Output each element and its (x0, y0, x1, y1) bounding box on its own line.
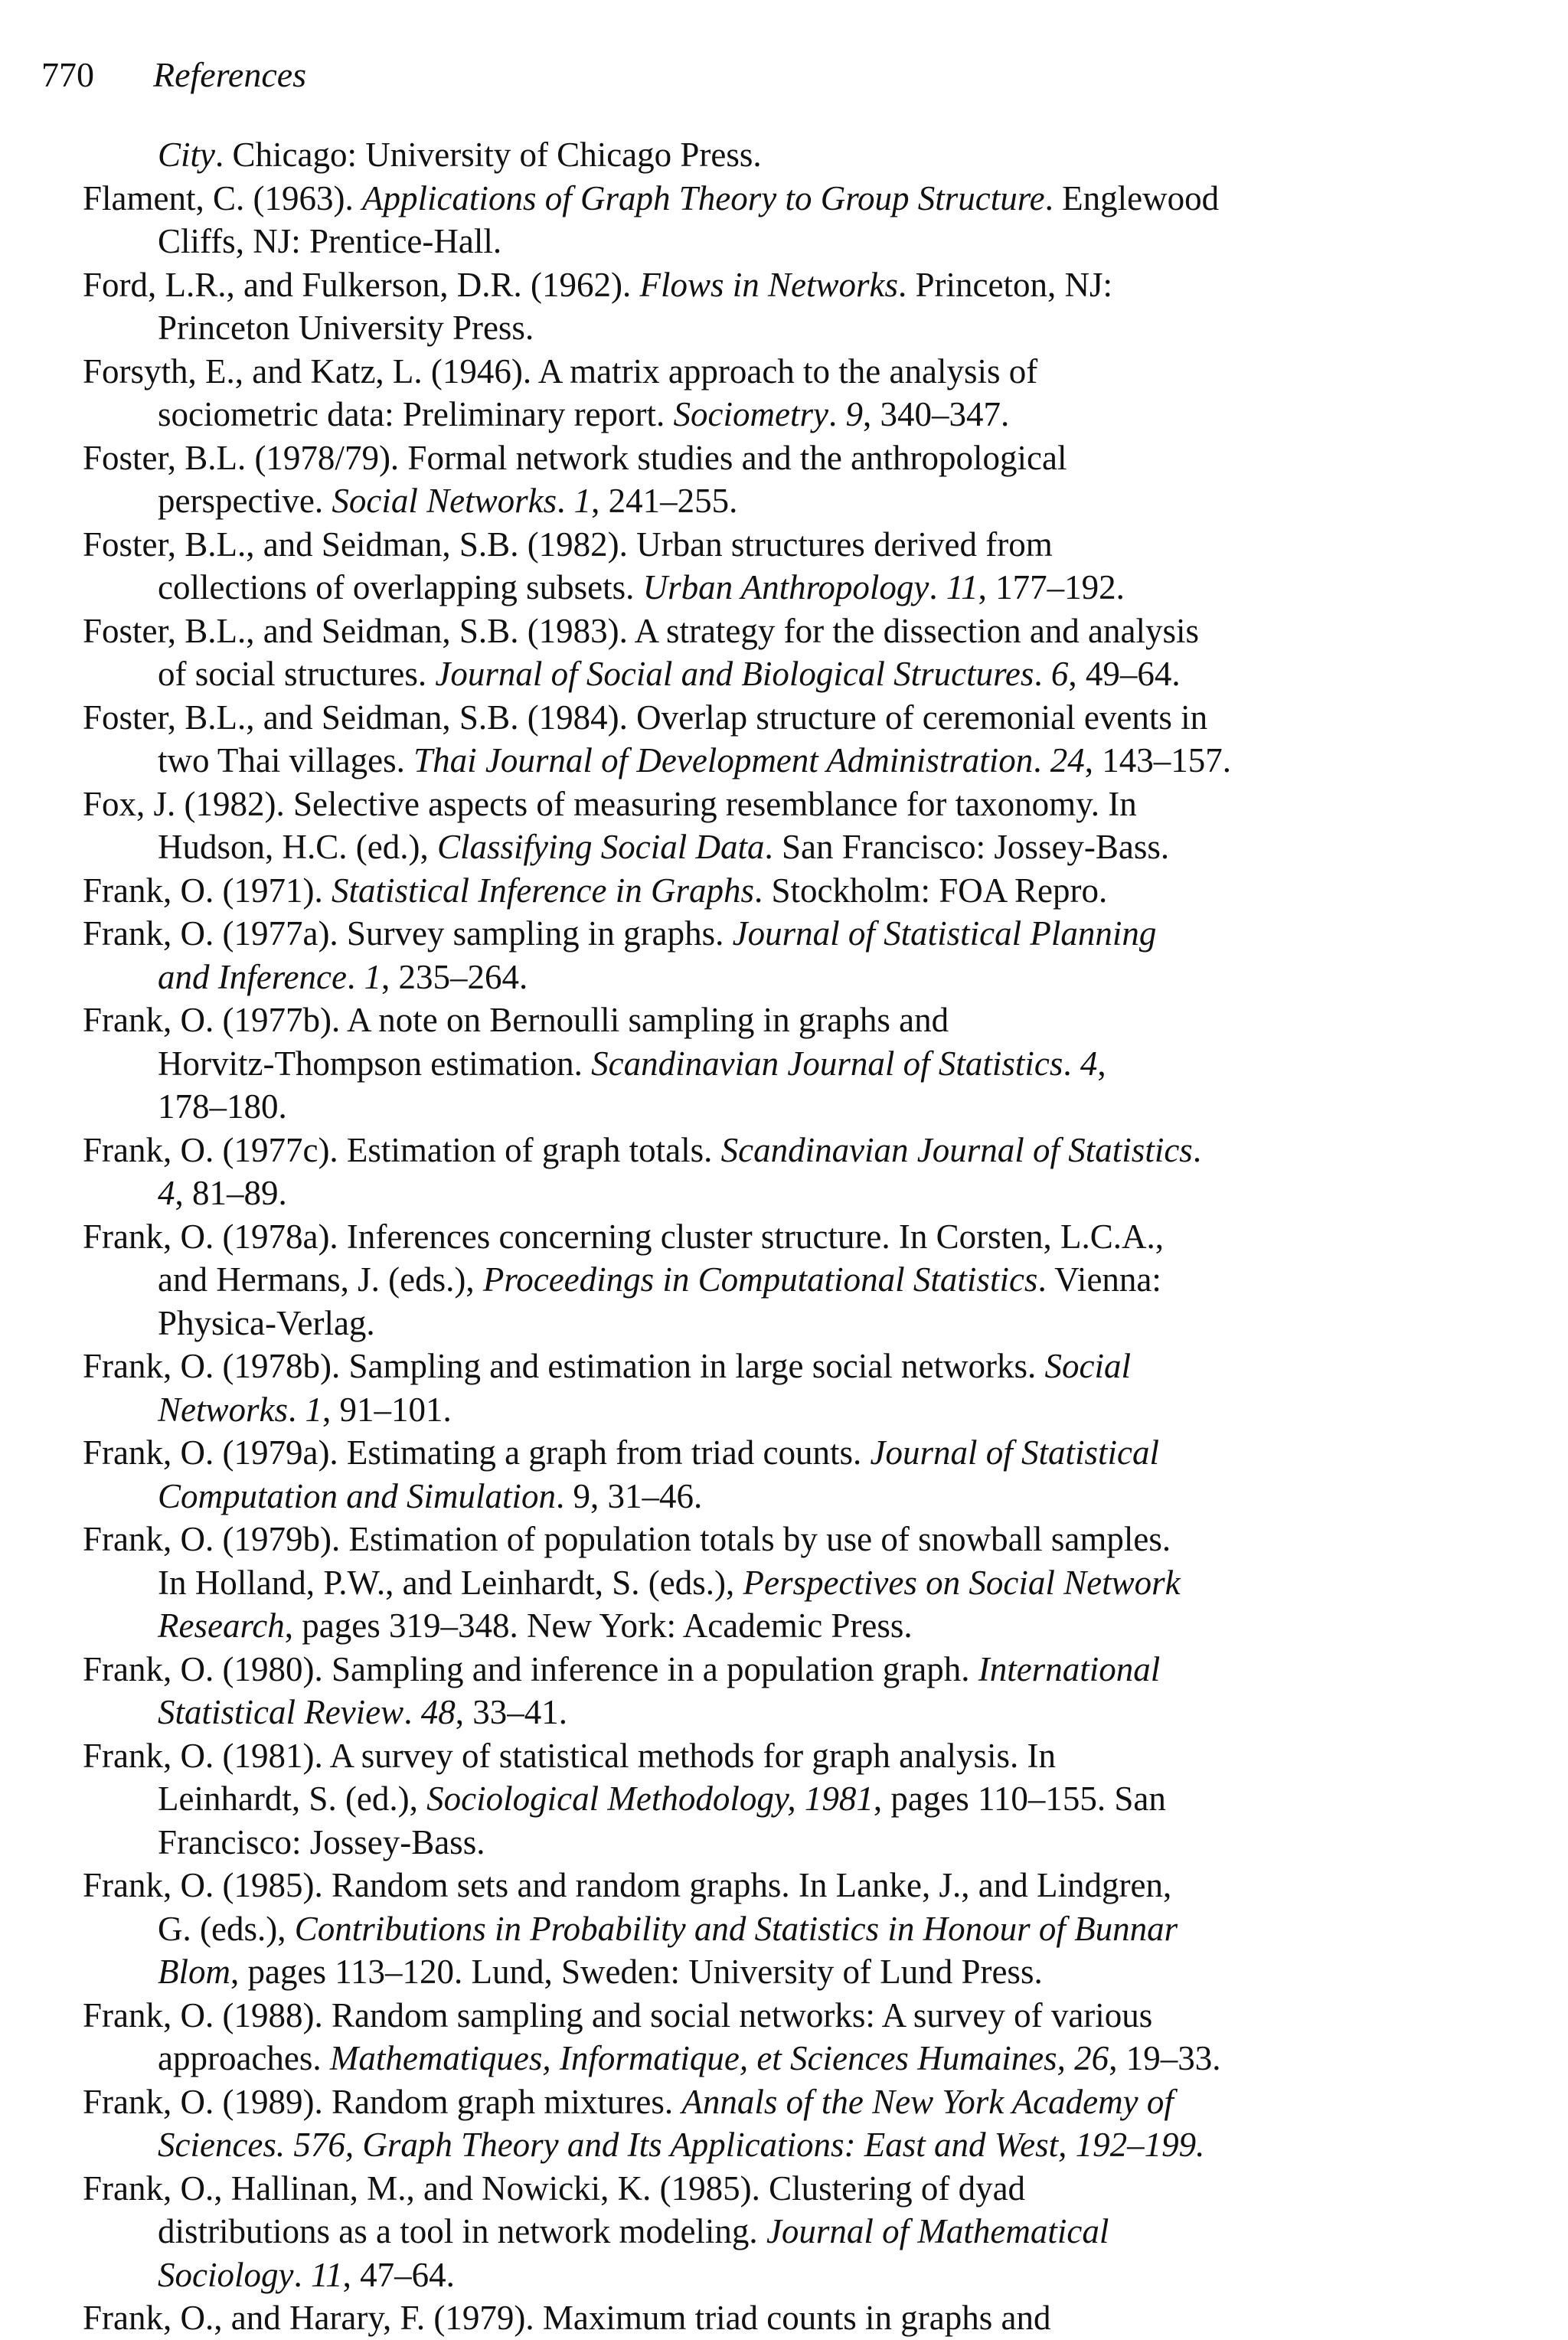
reference-entry (83, 696, 1537, 783)
reference-entry (83, 177, 1537, 263)
text-segment: Frank, O. (1978a). Inferences concerning cluster structure. In Corsten, L.C.A., (83, 1217, 1165, 1256)
text-segment: Foster, B.L., and Seidman, S.B. (1984). Overlap structure of ceremonial events in (83, 698, 1208, 737)
text-segment: of social structures. (158, 655, 436, 693)
text-segment: , pages 110–155. San (873, 1780, 1166, 1818)
text-segment: , pages 113–120. Lund, Sweden: University of Lund Press. (230, 1953, 1043, 1991)
reference-line (83, 912, 1537, 956)
reference-line (83, 1994, 1537, 2038)
reference-line (158, 1302, 1537, 1345)
reference-line (83, 998, 1537, 1042)
text-segment: Physica-Verlag. (158, 1303, 375, 1342)
reference-line (158, 825, 1537, 869)
reference-entry (83, 783, 1537, 869)
italic-text: Sociometry (673, 395, 828, 433)
text-segment: . (557, 482, 574, 520)
reference-line (158, 479, 1537, 523)
reference-entry (83, 523, 1537, 610)
text-segment: Frank, O. (1977a). Survey sampling in graphs. (83, 914, 733, 953)
reference-line (83, 869, 1537, 913)
text-segment: , 47–64. (342, 2255, 455, 2294)
reference-line (158, 1604, 1537, 1648)
text-segment: two Thai villages. (158, 741, 414, 779)
text-segment: Frank, O. (1978b). Sampling and estimation in large social networks. (83, 1347, 1045, 1385)
reference-line (83, 1431, 1537, 1475)
reference-line (158, 306, 1537, 350)
italic-text: Contributions in Probability and Statistics in Honour of Bunnar (294, 1909, 1178, 1948)
text-segment: Ford, L.R., and Fulkerson, D.R. (1962). (83, 265, 640, 304)
text-segment: . (1192, 1130, 1202, 1169)
italic-text: Social (1044, 1347, 1131, 1385)
reference-line (158, 566, 1537, 610)
italic-text: Scandinavian Journal of Statistics (720, 1130, 1193, 1169)
reference-entry (83, 1215, 1537, 1345)
reference-line (158, 652, 1537, 696)
reference-line (158, 220, 1537, 263)
italic-text: 4 (1080, 1044, 1098, 1083)
italic-text: 1 (364, 957, 381, 996)
text-segment: . (1063, 1044, 1080, 1083)
text-segment: Foster, B.L., and Seidman, S.B. (1982). Urban structures derived from (83, 525, 1053, 564)
text-segment: . San Francisco: Jossey-Bass. (764, 828, 1170, 866)
reference-line (158, 133, 1537, 177)
reference-line (158, 1561, 1537, 1605)
reference-line (83, 1864, 1537, 1907)
reference-line (83, 1518, 1537, 1561)
text-segment: , 143–157. (1084, 741, 1231, 779)
italic-text: 1 (305, 1390, 323, 1429)
text-segment: G. (eds.), (158, 1909, 295, 1948)
page-header (41, 54, 306, 96)
reference-line (158, 1907, 1537, 1951)
italic-text: Proceedings in Computational Statistics (482, 1260, 1038, 1299)
text-segment: . (403, 1693, 421, 1731)
reference-line (158, 1475, 1537, 1518)
text-segment: Francisco: Jossey-Bass. (158, 1822, 485, 1861)
reference-line (83, 1345, 1537, 1388)
reference-line (158, 2253, 1537, 2297)
text-segment: . (293, 2255, 311, 2294)
reference-entry (83, 998, 1537, 1129)
reference-entry (83, 263, 1537, 350)
reference-line (158, 1777, 1537, 1821)
reference-entry (83, 1431, 1537, 1518)
italic-text: Journal of Social and Biological Structures (435, 655, 1034, 693)
reference-entry (83, 610, 1537, 696)
reference-entry (83, 133, 1537, 177)
text-segment: . Chicago: University of Chicago Press. (215, 136, 762, 174)
text-segment: . (929, 568, 946, 606)
text-segment: and Hermans, J. (eds.), (158, 1260, 483, 1299)
text-segment: . Princeton, NJ: (898, 265, 1112, 304)
reference-line (83, 436, 1537, 480)
italic-text: Computation and Simulation (158, 1476, 557, 1515)
italic-text: Perspectives on Social Network (743, 1563, 1181, 1602)
reference-line (158, 956, 1537, 999)
text-segment: , 177–192. (978, 568, 1125, 606)
text-segment: , 91–101. (322, 1390, 452, 1429)
reference-line (158, 1172, 1537, 1215)
reference-entry (83, 869, 1537, 913)
italic-text: International (978, 1649, 1161, 1688)
reference-line (158, 393, 1537, 436)
reference-line (83, 696, 1537, 740)
italic-text: Journal of Mathematical (766, 2212, 1109, 2250)
italic-text: Journal of Statistical (870, 1433, 1160, 1472)
text-segment: 178–180. (158, 1087, 287, 1126)
italic-text: Scandinavian Journal of Statistics (591, 1044, 1063, 1083)
text-segment: perspective. (158, 482, 332, 520)
italic-text: Annals of the New York Academy of (681, 2082, 1174, 2121)
reference-entry (83, 2167, 1537, 2297)
text-segment: Frank, O. (1980). Sampling and inference in a population graph. (83, 1649, 978, 1688)
italic-text: Mathematiques, Informatique, et Sciences Humaines, 26 (329, 2039, 1109, 2077)
text-segment: Frank, O. (1977b). A note on Bernoulli sampling in graphs and (83, 1001, 949, 1039)
italic-text: Blom (158, 1953, 230, 1991)
reference-line (158, 1388, 1537, 1432)
reference-entry (83, 1648, 1537, 1734)
text-segment: , 241–255. (591, 482, 738, 520)
italic-text: 11 (310, 2255, 343, 2294)
text-segment: . (346, 957, 364, 996)
text-segment: , 235–264. (381, 957, 528, 996)
reference-line (83, 523, 1537, 567)
italic-text: 48 (420, 1693, 456, 1731)
italic-text: 6 (1050, 655, 1069, 693)
reference-line (83, 783, 1537, 826)
reference-entry (83, 2080, 1537, 2167)
text-segment: distributions as a tool in network modeling. (158, 2212, 766, 2250)
reference-line (158, 2210, 1537, 2253)
reference-line (158, 739, 1537, 783)
italic-text: Urban Anthropology (642, 568, 929, 606)
text-segment: Forsyth, E., and Katz, L. (1946). A matrix approach to the analysis of (83, 351, 1038, 391)
reference-line (158, 2123, 1537, 2167)
text-segment: . (288, 1390, 305, 1429)
reference-entry (83, 1864, 1537, 1994)
reference-line (158, 2037, 1537, 2080)
text-segment: Frank, O., and Harary, F. (1979). Maximum triad counts in graphs and (83, 2299, 1051, 2337)
text-segment: Horvitz-Thompson estimation. (158, 1044, 592, 1083)
italic-text: Sociology (158, 2255, 294, 2294)
reference-entry (83, 912, 1537, 998)
text-segment: Princeton University Press. (158, 309, 534, 347)
reference-list (83, 133, 1537, 2340)
text-segment: Leinhardt, S. (ed.), (158, 1780, 427, 1818)
italic-text: Applications of Graph Theory to Group Structure (361, 178, 1045, 217)
reference-line (158, 1258, 1537, 1302)
reference-entry (83, 1345, 1537, 1431)
italic-text: 1 (573, 482, 592, 520)
text-segment: Frank, O. (1979b). Estimation of population totals by use of snowball samples. (83, 1520, 1171, 1558)
reference-line (83, 1648, 1537, 1691)
italic-text: 9 (845, 395, 863, 433)
text-segment: . Englewood (1044, 178, 1220, 217)
reference-entry (83, 2296, 1537, 2340)
reference-line (83, 350, 1537, 394)
text-segment: , 19–33. (1109, 2039, 1221, 2077)
text-segment: Cliffs, NJ: Prentice-Hall. (158, 222, 502, 260)
italic-text: Networks (158, 1390, 289, 1429)
reference-line (83, 1129, 1537, 1172)
reference-line (158, 1085, 1537, 1129)
italic-text: Flows in Networks (639, 265, 899, 304)
text-segment: , 81–89. (175, 1174, 287, 1212)
reference-entry (83, 1129, 1537, 1215)
text-segment: sociometric data: Preliminary report. (158, 395, 674, 433)
reference-line (158, 1042, 1537, 1086)
italic-text: Social Networks (332, 482, 557, 520)
text-segment: Fox, J. (1982). Selective aspects of measuring resemblance for taxonomy. In (83, 784, 1137, 823)
reference-line (158, 1821, 1537, 1864)
italic-text: Sociological Methodology, 1981 (426, 1780, 874, 1818)
text-segment: Frank, O. (1988). Random sampling and social networks: A survey of various (83, 1995, 1153, 2034)
text-segment: . Stockholm: FOA Repro. (753, 871, 1108, 910)
italic-text: Statistical Inference in Graphs (331, 871, 754, 910)
text-segment: Frank, O. (1971). (83, 871, 332, 910)
text-segment: , pages 319–348. New York: Academic Press. (284, 1606, 913, 1645)
text-segment: . (1034, 655, 1051, 693)
italic-text: Journal of Statistical Planning (732, 914, 1157, 953)
reference-entry (83, 1734, 1537, 1864)
italic-text: Research (158, 1606, 285, 1645)
italic-text: 24 (1050, 741, 1085, 779)
text-segment: Frank, O. (1979a). Estimating a graph from triad counts. (83, 1433, 871, 1472)
reference-entry (83, 1994, 1537, 2080)
reference-line (83, 1734, 1537, 1778)
italic-text: and Inference (158, 957, 347, 996)
text-segment: . Vienna: (1037, 1260, 1161, 1299)
text-segment: collections of overlapping subsets. (158, 568, 643, 606)
text-segment: . (828, 395, 846, 433)
text-segment: In Holland, P.W., and Leinhardt, S. (eds.), (158, 1563, 743, 1602)
text-segment: , 33–41. (455, 1693, 567, 1731)
italic-text: 4 (158, 1174, 175, 1212)
text-segment: Frank, O. (1981). A survey of statistical methods for graph analysis. In (83, 1736, 1057, 1775)
text-segment: Frank, O. (1977c). Estimation of graph totals. (83, 1130, 721, 1169)
reference-line (83, 2167, 1537, 2211)
italic-text: City (158, 136, 215, 174)
reference-line (83, 610, 1537, 653)
reference-line (158, 1950, 1537, 1994)
reference-entry (83, 436, 1537, 523)
text-segment: Hudson, H.C. (ed.), (158, 828, 437, 866)
italic-text: Thai Journal of Development Administration (413, 741, 1034, 779)
reference-line (83, 177, 1537, 221)
page-number: 770 (41, 55, 94, 94)
text-segment: Frank, O., Hallinan, M., and Nowicki, K. (1985). Clustering of dyad (83, 2168, 1026, 2208)
reference-line (83, 1215, 1537, 1259)
italic-text: 11 (946, 568, 978, 606)
reference-entry (83, 1518, 1537, 1648)
text-segment: Frank, O. (1985). Random sets and random graphs. In Lanke, J., and Lindgren, (83, 1866, 1172, 1904)
text-segment: . (1033, 741, 1050, 779)
text-segment: Frank, O. (1989). Random graph mixtures. (83, 2082, 682, 2121)
italic-text: Sciences. 576, Graph Theory and Its Applications: East and West, 192–199. (158, 2126, 1205, 2164)
text-segment: Foster, B.L., and Seidman, S.B. (1983). A strategy for the dissection and analysis (83, 611, 1200, 650)
running-title: References (153, 55, 307, 94)
reference-line (83, 263, 1537, 307)
text-segment: , 49–64. (1068, 655, 1181, 693)
reference-line (83, 2296, 1537, 2340)
text-segment: Foster, B.L. (1978/79). Formal network studies and the anthropological (83, 438, 1067, 477)
text-segment: , 340–347. (862, 395, 1010, 433)
text-segment: . 9, 31–46. (556, 1476, 703, 1515)
reference-line (83, 2080, 1537, 2124)
italic-text: Classifying Social Data (436, 828, 765, 866)
text-segment: , (1097, 1044, 1106, 1083)
reference-entry (83, 350, 1537, 436)
reference-line (158, 1691, 1537, 1734)
text-segment: approaches. (158, 2039, 330, 2077)
text-segment: Flament, C. (1963). (83, 178, 362, 217)
italic-text: Statistical Review (158, 1693, 404, 1731)
